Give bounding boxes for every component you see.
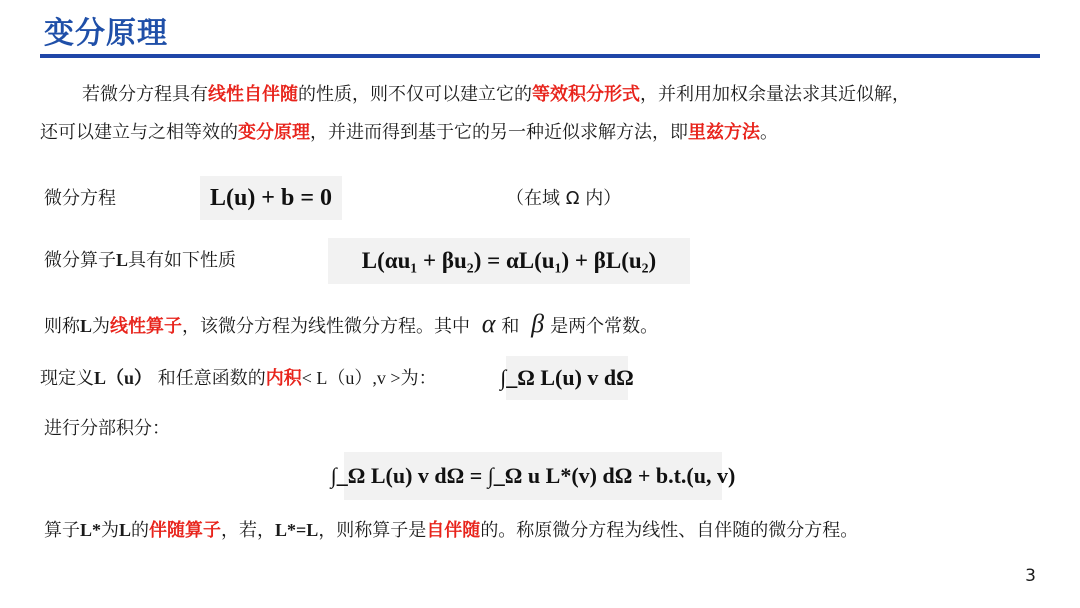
text: ，则称算子是 xyxy=(318,520,427,541)
inner-product-integral: ∫_Ω L(u) v dΩ xyxy=(506,356,628,400)
highlight-term: 内积 xyxy=(265,368,302,389)
alpha-symbol: α xyxy=(481,309,496,338)
text: 算子 xyxy=(44,520,80,541)
text: 微分算子 xyxy=(44,250,116,271)
text: ，并利用加权余量法求其近似解， xyxy=(640,84,910,105)
highlight-term: 里兹方法 xyxy=(688,122,760,143)
text: 具有如下性质 xyxy=(128,250,237,271)
intro-line-2 xyxy=(40,122,778,144)
text: 的。称原微分方程为线性、自伴随的微分方程。 xyxy=(480,520,859,541)
slide-title: 变分原理 xyxy=(44,16,168,51)
linearity-formula: L(αu₁ + βu₂) = αL(u₁) + βL(u₂) xyxy=(328,238,690,284)
highlight-term: 线性算子 xyxy=(110,316,183,337)
inner-product-notation: < L（u）,v > xyxy=(301,368,401,388)
domain-note: （在域 Ω 内） xyxy=(506,188,622,209)
text: ，并进而得到基于它的另一种近似求解方法，即 xyxy=(310,122,688,143)
text: 则称 xyxy=(44,316,80,337)
inner-product-definition xyxy=(40,368,437,390)
highlight-term: 变分原理 xyxy=(238,122,310,143)
text: 现定义 xyxy=(40,368,94,389)
text: 为 xyxy=(92,316,111,337)
text: 的性质，则不仅可以建立它的 xyxy=(298,84,532,105)
highlight-term: 自伴随 xyxy=(426,520,481,541)
integration-by-parts-formula: ∫_Ω L(u) v dΩ = ∫_Ω u L*(v) dΩ + b.t.(u, v) xyxy=(344,452,722,500)
highlight-term: 等效积分形式 xyxy=(532,84,640,105)
title-divider xyxy=(40,54,1040,58)
text: 是两个常数。 xyxy=(550,316,659,337)
differential-equation-label: 微分方程 xyxy=(44,188,116,209)
intro-line-1 xyxy=(82,84,910,106)
text: 的 xyxy=(131,520,150,541)
text: 。 xyxy=(760,122,778,143)
equation-formula: L(u) + b = 0 xyxy=(200,176,342,220)
operator-symbol: L xyxy=(80,316,93,336)
adjoint-operator-statement xyxy=(44,520,858,542)
text: 和 xyxy=(501,316,520,337)
operator-property-label xyxy=(44,250,236,272)
text: ，该微分方程为线性微分方程。其中 xyxy=(182,316,471,337)
operator-symbol: L* xyxy=(80,520,102,540)
operator-symbol: L xyxy=(119,520,132,540)
page-number: 3 xyxy=(1025,566,1036,586)
text: 和任意函数的 xyxy=(157,368,266,389)
text: ，若， xyxy=(221,520,276,541)
linear-operator-statement xyxy=(44,308,658,339)
text: 为： xyxy=(400,368,437,389)
operator-expression: L（u） xyxy=(94,368,153,388)
text: 若微分方程具有 xyxy=(82,84,208,105)
highlight-term: 伴随算子 xyxy=(149,520,222,541)
text: 还可以建立与之相等效的 xyxy=(40,122,238,143)
integration-by-parts-label: 进行分部积分： xyxy=(44,418,170,439)
highlight-term: 线性自伴随 xyxy=(208,84,298,105)
beta-symbol: β xyxy=(531,309,545,338)
operator-symbol: L xyxy=(116,250,129,270)
text: 为 xyxy=(101,520,120,541)
self-adjoint-condition: L*=L xyxy=(275,520,319,540)
